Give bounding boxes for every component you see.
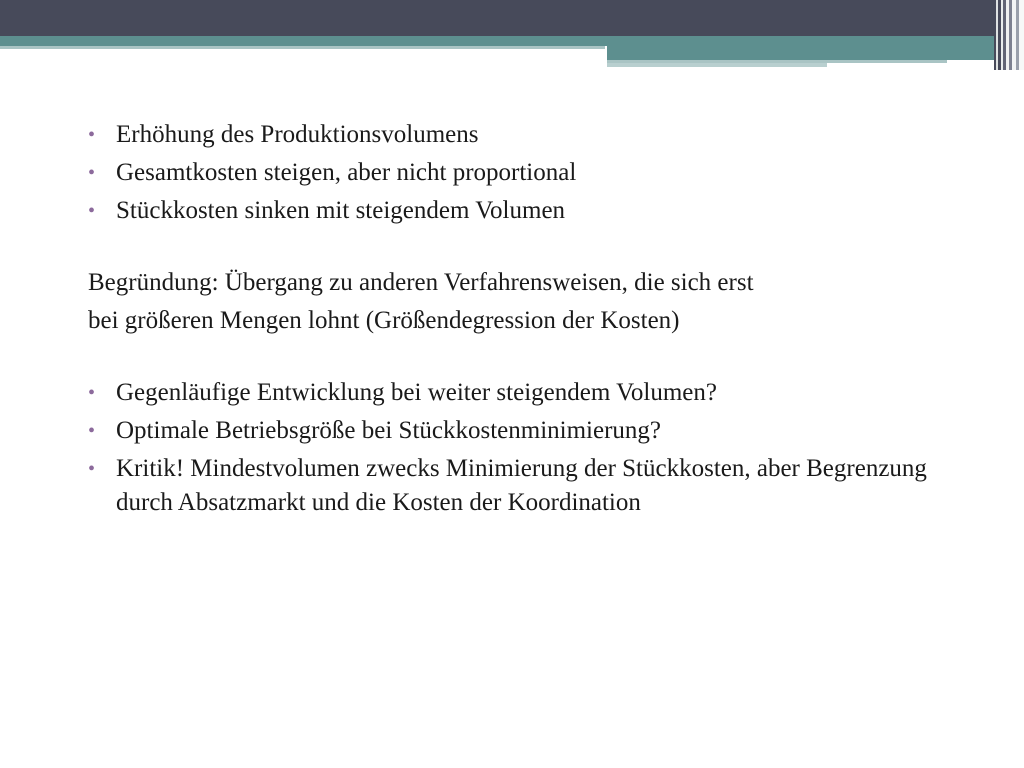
bullet-icon: • — [88, 420, 96, 442]
bullet-list-top — [88, 118, 988, 228]
list-item-text: Gegenläufige Entwicklung bei weiter steigendem Volumen? — [116, 379, 717, 406]
bullet-icon: • — [88, 124, 96, 146]
bullet-icon: • — [88, 200, 96, 222]
bullet-icon: • — [88, 162, 96, 184]
reason-paragraph-line-2: bei größeren Mengen lohnt (Größendegression der Kosten) — [88, 307, 680, 334]
header-band-right-block — [607, 46, 1024, 60]
list-item-text: Erhöhung des Produktionsvolumens — [116, 121, 479, 148]
header-vertical-stripes — [994, 0, 1024, 70]
list-item — [88, 452, 988, 520]
bullet-list-bottom — [88, 376, 988, 520]
list-item-text: Optimale Betriebsgröße bei Stückkostenminimierung? — [116, 417, 662, 444]
bullet-icon: • — [88, 458, 96, 480]
list-item-text: Stückkosten sinken mit steigendem Volumen — [116, 197, 566, 224]
header-band-teal — [0, 36, 1024, 46]
slide-content — [88, 118, 988, 524]
header-band-right-line-lower — [607, 63, 827, 67]
list-item — [88, 194, 988, 228]
list-item — [88, 414, 988, 448]
bullet-icon: • — [88, 382, 96, 404]
reason-paragraph-line-1: Begründung: Übergang zu anderen Verfahrensweisen, die sich erst — [88, 269, 754, 296]
list-item — [88, 156, 988, 190]
list-item-text: Kritik! Mindestvolumen zwecks Minimierung der Stückkosten, aber Begrenzung durch Absatzmarkt und die Kosten der Koordination — [116, 455, 927, 516]
list-item — [88, 376, 988, 410]
list-item — [88, 118, 988, 152]
list-item-text: Gesamtkosten steigen, aber nicht proportional — [116, 159, 577, 186]
header-band-teal-light — [0, 46, 605, 49]
header-band-dark — [0, 0, 1024, 36]
